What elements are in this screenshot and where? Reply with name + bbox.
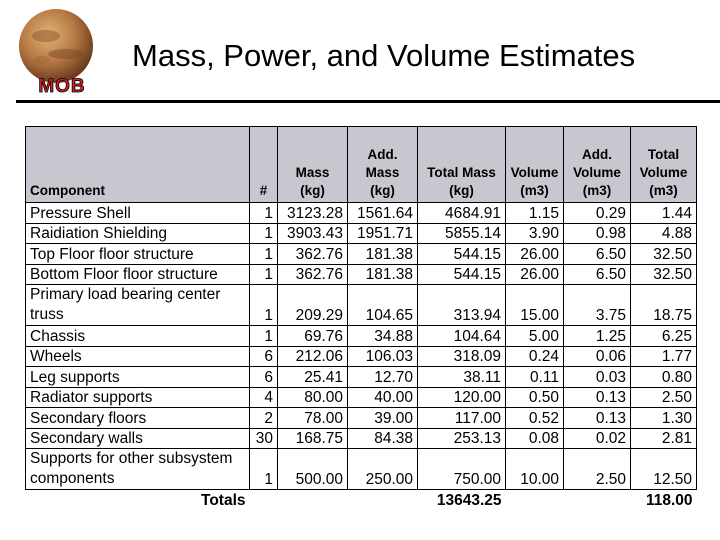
cell-mass: 3903.43 <box>278 223 348 244</box>
cell-count: 6 <box>250 346 278 367</box>
cell-total-mass: 750.00 <box>418 449 506 490</box>
cell-count: 1 <box>250 285 278 326</box>
cell-volume: 26.00 <box>506 264 564 285</box>
table-row <box>26 387 697 408</box>
cell-add-volume: 0.03 <box>564 367 631 388</box>
cell-total-mass: 544.15 <box>418 264 506 285</box>
cell-volume: 0.11 <box>506 367 564 388</box>
col-header-total-mass: Total Mass (kg) <box>418 127 506 203</box>
cell-component: Raidiation Shielding <box>26 223 250 244</box>
cell-volume: 0.08 <box>506 428 564 449</box>
cell-total-volume: 1.30 <box>631 408 697 429</box>
cell-add-mass: 1951.71 <box>348 223 418 244</box>
cell-count: 2 <box>250 408 278 429</box>
cell-add-mass: 34.88 <box>348 326 418 347</box>
cell-total-volume: 32.50 <box>631 264 697 285</box>
cell-volume: 15.00 <box>506 285 564 326</box>
table-row <box>26 367 697 388</box>
cell-add-volume: 0.29 <box>564 203 631 224</box>
cell-component: Radiator supports <box>26 387 250 408</box>
cell-volume: 0.50 <box>506 387 564 408</box>
table-row <box>26 203 697 224</box>
estimates-table <box>25 126 697 512</box>
cell-add-volume: 0.13 <box>564 387 631 408</box>
cell-mass: 362.76 <box>278 264 348 285</box>
col-header-component: Component <box>26 127 250 203</box>
cell-total-volume: 2.81 <box>631 428 697 449</box>
cell-total-volume: 1.77 <box>631 346 697 367</box>
cell-mass: 80.00 <box>278 387 348 408</box>
cell-total-volume: 12.50 <box>631 449 697 490</box>
cell-component: Bottom Floor floor structure <box>26 264 250 285</box>
cell-total-mass: 117.00 <box>418 408 506 429</box>
cell-add-volume: 6.50 <box>564 264 631 285</box>
cell-volume: 10.00 <box>506 449 564 490</box>
table-row <box>26 326 697 347</box>
table-row <box>26 264 697 285</box>
cell-total-mass: 4684.91 <box>418 203 506 224</box>
cell-total-mass: 5855.14 <box>418 223 506 244</box>
table-row <box>26 408 697 429</box>
cell-count: 4 <box>250 387 278 408</box>
cell-count: 1 <box>250 326 278 347</box>
cell-add-mass: 250.00 <box>348 449 418 490</box>
cell-total-volume: 0.80 <box>631 367 697 388</box>
page-title: Mass, Power, and Volume Estimates <box>132 38 636 73</box>
cell-total-mass: 318.09 <box>418 346 506 367</box>
col-header-count: # <box>250 127 278 203</box>
totals-label: Totals <box>201 492 246 509</box>
cell-volume: 0.52 <box>506 408 564 429</box>
cell-volume: 26.00 <box>506 244 564 265</box>
totals-mass: 13643.25 <box>436 492 502 509</box>
cell-component: Pressure Shell <box>26 203 250 224</box>
table-row <box>26 449 697 490</box>
cell-mass: 500.00 <box>278 449 348 490</box>
cell-add-mass: 39.00 <box>348 408 418 429</box>
table-row <box>26 346 697 367</box>
cell-total-volume: 6.25 <box>631 326 697 347</box>
cell-mass: 362.76 <box>278 244 348 265</box>
col-header-add-volume: Add. Volume (m3) <box>564 127 631 203</box>
cell-component: Secondary walls <box>26 428 250 449</box>
col-header-total-volume: Total Volume (m3) <box>631 127 697 203</box>
cell-total-volume: 4.88 <box>631 223 697 244</box>
table-row <box>26 244 697 265</box>
cell-total-mass: 544.15 <box>418 244 506 265</box>
cell-count: 1 <box>250 244 278 265</box>
cell-component: Top Floor floor structure <box>26 244 250 265</box>
cell-add-mass: 181.38 <box>348 264 418 285</box>
cell-add-mass: 84.38 <box>348 428 418 449</box>
cell-add-volume: 6.50 <box>564 244 631 265</box>
header-row <box>26 127 697 203</box>
cell-add-volume: 0.06 <box>564 346 631 367</box>
cell-component: Leg supports <box>26 367 250 388</box>
cell-add-mass: 106.03 <box>348 346 418 367</box>
totals-volume: 118.00 <box>645 492 693 509</box>
cell-count: 6 <box>250 367 278 388</box>
cell-total-mass: 38.11 <box>418 367 506 388</box>
cell-total-mass: 313.94 <box>418 285 506 326</box>
cell-mass: 209.29 <box>278 285 348 326</box>
cell-total-mass: 104.64 <box>418 326 506 347</box>
cell-mass: 212.06 <box>278 346 348 367</box>
cell-add-volume: 2.50 <box>564 449 631 490</box>
cell-volume: 0.24 <box>506 346 564 367</box>
cell-component: Secondary floors <box>26 408 250 429</box>
cell-total-volume: 32.50 <box>631 244 697 265</box>
title-divider <box>16 100 720 103</box>
cell-component: Wheels <box>26 346 250 367</box>
cell-total-mass: 120.00 <box>418 387 506 408</box>
cell-count: 1 <box>250 203 278 224</box>
cell-add-volume: 0.13 <box>564 408 631 429</box>
table-row <box>26 223 697 244</box>
cell-total-mass: 253.13 <box>418 428 506 449</box>
cell-add-mass: 12.70 <box>348 367 418 388</box>
cell-add-mass: 181.38 <box>348 244 418 265</box>
cell-add-volume: 0.02 <box>564 428 631 449</box>
cell-count: 1 <box>250 449 278 490</box>
cell-mass: 3123.28 <box>278 203 348 224</box>
cell-add-mass: 40.00 <box>348 387 418 408</box>
col-header-add-mass: Add. Mass (kg) <box>348 127 418 203</box>
cell-component: Supports for other subsystem components <box>26 449 250 490</box>
cell-volume: 1.15 <box>506 203 564 224</box>
table-row <box>26 428 697 449</box>
cell-component: Chassis <box>26 326 250 347</box>
cell-mass: 78.00 <box>278 408 348 429</box>
cell-volume: 5.00 <box>506 326 564 347</box>
cell-mass: 25.41 <box>278 367 348 388</box>
cell-add-mass: 1561.64 <box>348 203 418 224</box>
cell-add-volume: 1.25 <box>564 326 631 347</box>
cell-count: 1 <box>250 264 278 285</box>
cell-mass: 168.75 <box>278 428 348 449</box>
logo-text: MOB <box>38 76 86 96</box>
cell-count: 1 <box>250 223 278 244</box>
cell-total-volume: 18.75 <box>631 285 697 326</box>
totals-row <box>26 490 697 513</box>
cell-volume: 3.90 <box>506 223 564 244</box>
cell-add-mass: 104.65 <box>348 285 418 326</box>
cell-component: Primary load bearing center truss <box>26 285 250 326</box>
cell-total-volume: 1.44 <box>631 203 697 224</box>
mars-logo <box>16 8 96 96</box>
table-row <box>26 285 697 326</box>
cell-count: 30 <box>250 428 278 449</box>
cell-add-volume: 3.75 <box>564 285 631 326</box>
cell-mass: 69.76 <box>278 326 348 347</box>
col-header-mass: Mass (kg) <box>278 127 348 203</box>
col-header-volume: Volume (m3) <box>506 127 564 203</box>
cell-total-volume: 2.50 <box>631 387 697 408</box>
cell-add-volume: 0.98 <box>564 223 631 244</box>
